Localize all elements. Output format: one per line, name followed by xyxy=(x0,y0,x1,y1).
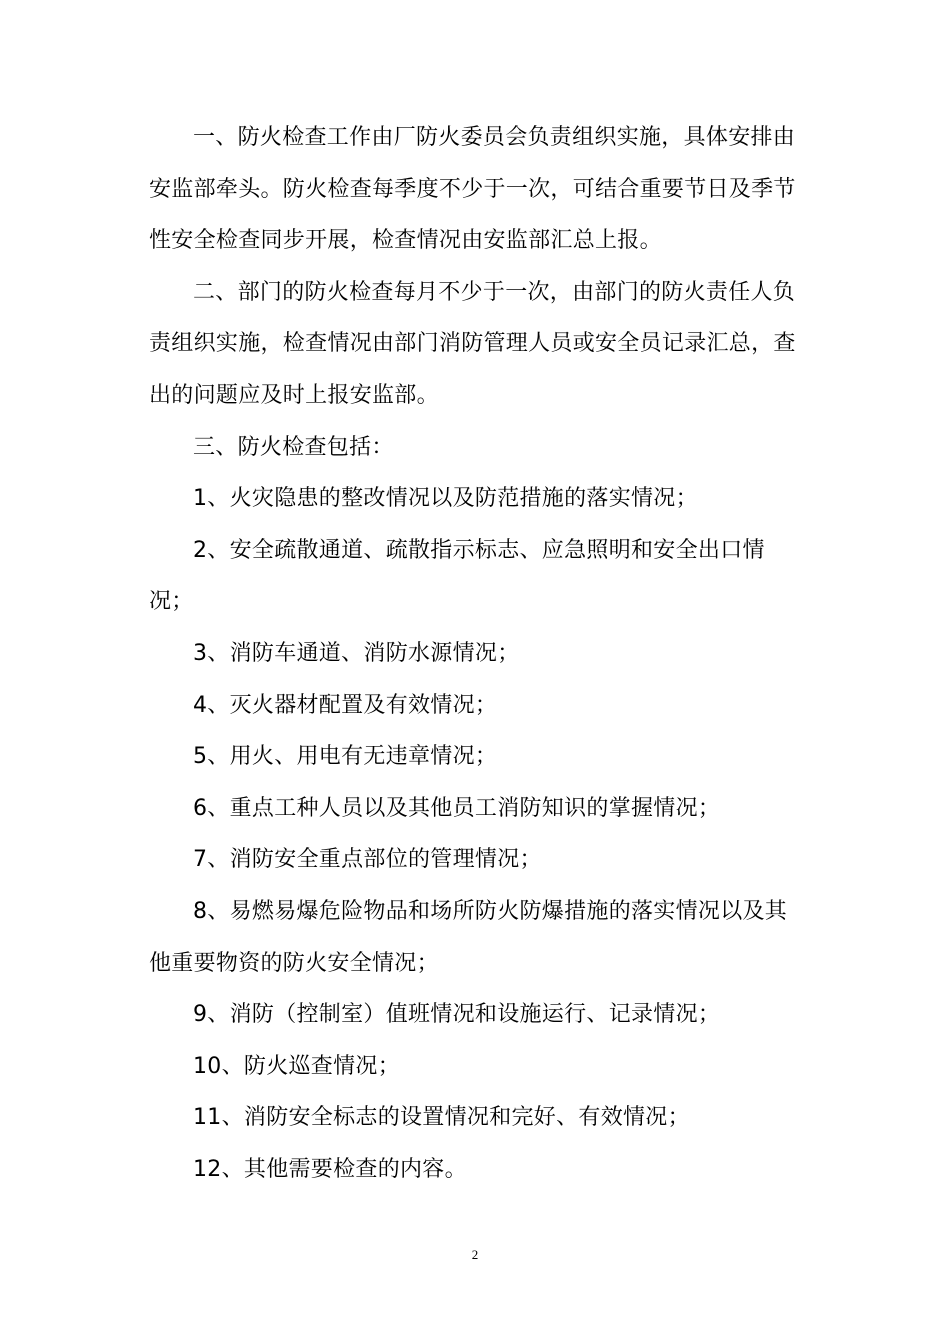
list-item: 11、消防安全标志的设置情况和完好、有效情况； xyxy=(193,1105,690,1131)
list-item: 5、用火、用电有无违章情况； xyxy=(193,744,498,770)
list-item: 7、消防安全重点部位的管理情况； xyxy=(193,847,542,873)
document-body xyxy=(149,112,801,1195)
list-item: 3、消防车通道、消防水源情况； xyxy=(193,640,520,666)
page-number: 2 xyxy=(471,1247,479,1262)
paragraph-department-inspection: 二、部门的防火检查每月不少于一次，由部门的防火责任人负责组织实施，检查情况由部门消防管理人员或安全员记录汇总，查出的问题应及时上报安监部。 xyxy=(149,279,796,408)
list-item: 4、灭火器材配置及有效情况； xyxy=(193,692,498,718)
list-item: 2、安全疏散通道、疏散指示标志、应急照明和安全出口情况； xyxy=(149,537,765,615)
paragraph-inspection-contents-heading: 三、防火检查包括： xyxy=(193,434,394,460)
paragraph-fire-inspection-organization: 一、防火检查工作由厂防火委员会负责组织实施，具体安排由安监部牵头。防火检查每季度不少于一次，可结合重要节日及季节性安全检查同步开展，检查情况由安监部汇总上报。 xyxy=(149,125,796,254)
list-item: 1、火灾隐患的整改情况以及防范措施的落实情况； xyxy=(193,486,698,512)
list-item: 10、防火巡查情况； xyxy=(193,1053,400,1079)
list-item: 6、重点工种人员以及其他员工消防知识的掌握情况； xyxy=(193,795,721,821)
list-item: 9、消防（控制室）值班情况和设施运行、记录情况； xyxy=(193,1002,721,1028)
list-item: 12、其他需要检查的内容。 xyxy=(193,1156,467,1182)
list-item: 8、易燃易爆危险物品和场所防火防爆措施的落实情况以及其他重要物资的防火安全情况； xyxy=(149,898,788,976)
